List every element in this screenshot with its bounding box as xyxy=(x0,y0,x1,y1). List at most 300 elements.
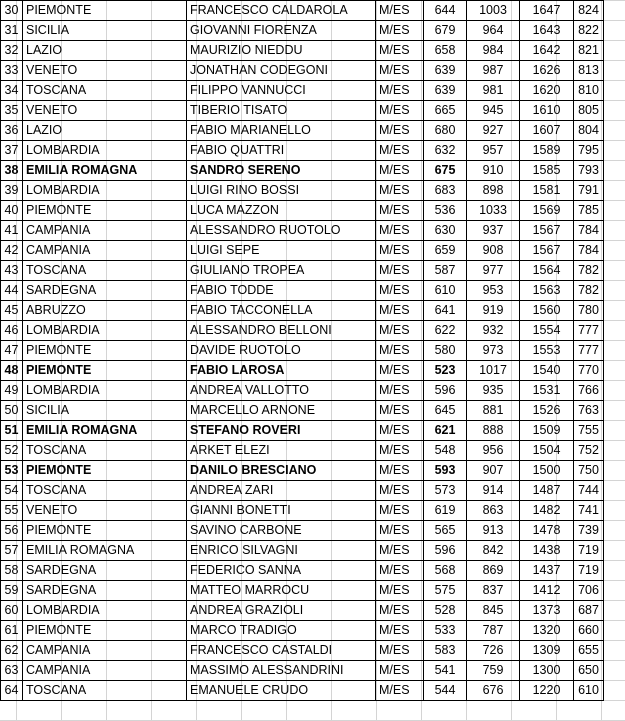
region-cell[interactable]: CAMPANIA xyxy=(23,661,187,681)
athlete-name-cell[interactable]: GIULIANO TROPEA xyxy=(187,261,376,281)
rank-cell[interactable]: 51 xyxy=(1,421,23,441)
rank-cell[interactable]: 32 xyxy=(1,41,23,61)
region-cell[interactable]: PIEMONTE xyxy=(23,461,187,481)
score-2-cell[interactable]: 676 xyxy=(467,681,520,701)
average-cell[interactable]: 782 xyxy=(574,261,604,281)
table-row xyxy=(1,641,604,661)
athlete-name-cell[interactable]: GIANNI BONETTI xyxy=(187,501,376,521)
category-cell[interactable]: M/ES xyxy=(376,381,424,401)
score-2-cell[interactable]: 953 xyxy=(467,281,520,301)
total-cell[interactable]: 1560 xyxy=(520,301,574,321)
region-cell[interactable]: PIEMONTE xyxy=(23,521,187,541)
score-2-cell[interactable]: 837 xyxy=(467,581,520,601)
athlete-name-cell[interactable]: JONATHAN CODEGONI xyxy=(187,61,376,81)
region-cell[interactable]: LAZIO xyxy=(23,121,187,141)
average-cell[interactable]: 655 xyxy=(574,641,604,661)
athlete-name-cell[interactable]: ANDREA ZARI xyxy=(187,481,376,501)
score-1-cell[interactable]: 541 xyxy=(424,661,467,681)
score-2-cell[interactable]: 898 xyxy=(467,181,520,201)
average-cell[interactable]: 719 xyxy=(574,541,604,561)
rank-cell[interactable]: 64 xyxy=(1,681,23,701)
rank-cell[interactable]: 62 xyxy=(1,641,23,661)
total-cell[interactable]: 1620 xyxy=(520,81,574,101)
category-cell[interactable]: M/ES xyxy=(376,81,424,101)
region-cell[interactable]: LOMBARDIA xyxy=(23,141,187,161)
score-1-cell[interactable]: 622 xyxy=(424,321,467,341)
average-cell[interactable]: 770 xyxy=(574,361,604,381)
athlete-name-cell[interactable]: EMANUELE CRUDO xyxy=(187,681,376,701)
table-row xyxy=(1,141,604,161)
score-2-cell[interactable]: 869 xyxy=(467,561,520,581)
score-2-cell[interactable]: 927 xyxy=(467,121,520,141)
average-cell[interactable]: 805 xyxy=(574,101,604,121)
rank-cell[interactable]: 33 xyxy=(1,61,23,81)
rank-cell[interactable]: 40 xyxy=(1,201,23,221)
region-cell[interactable]: SICILIA xyxy=(23,21,187,41)
category-cell[interactable]: M/ES xyxy=(376,541,424,561)
score-1-cell[interactable]: 632 xyxy=(424,141,467,161)
table-row xyxy=(1,61,604,81)
category-cell[interactable]: M/ES xyxy=(376,61,424,81)
score-2-cell[interactable]: 973 xyxy=(467,341,520,361)
athlete-name-cell[interactable]: MATTEO MARROCU xyxy=(187,581,376,601)
athlete-name-cell[interactable]: ANDREA GRAZIOLI xyxy=(187,601,376,621)
region-cell[interactable]: PIEMONTE xyxy=(23,1,187,21)
total-cell[interactable]: 1487 xyxy=(520,481,574,501)
average-cell[interactable]: 744 xyxy=(574,481,604,501)
region-cell[interactable]: SICILIA xyxy=(23,401,187,421)
score-1-cell[interactable]: 548 xyxy=(424,441,467,461)
score-2-cell[interactable]: 845 xyxy=(467,601,520,621)
score-2-cell[interactable]: 910 xyxy=(467,161,520,181)
score-1-cell[interactable]: 645 xyxy=(424,401,467,421)
score-1-cell[interactable]: 573 xyxy=(424,481,467,501)
score-2-cell[interactable]: 981 xyxy=(467,81,520,101)
score-1-cell[interactable]: 536 xyxy=(424,201,467,221)
average-cell[interactable]: 777 xyxy=(574,341,604,361)
rank-cell[interactable]: 61 xyxy=(1,621,23,641)
score-1-cell[interactable]: 596 xyxy=(424,541,467,561)
total-cell[interactable]: 1531 xyxy=(520,381,574,401)
rank-cell[interactable]: 38 xyxy=(1,161,23,181)
region-cell[interactable]: LOMBARDIA xyxy=(23,181,187,201)
region-cell[interactable]: EMILIA ROMAGNA xyxy=(23,541,187,561)
score-2-cell[interactable]: 984 xyxy=(467,41,520,61)
average-cell[interactable]: 780 xyxy=(574,301,604,321)
total-cell[interactable]: 1220 xyxy=(520,681,574,701)
average-cell[interactable]: 706 xyxy=(574,581,604,601)
category-cell[interactable]: M/ES xyxy=(376,1,424,21)
average-cell[interactable]: 610 xyxy=(574,681,604,701)
region-cell[interactable]: TOSCANA xyxy=(23,481,187,501)
score-1-cell[interactable]: 630 xyxy=(424,221,467,241)
rank-cell[interactable]: 35 xyxy=(1,101,23,121)
average-cell[interactable]: 782 xyxy=(574,281,604,301)
category-cell[interactable]: M/ES xyxy=(376,181,424,201)
total-cell[interactable]: 1563 xyxy=(520,281,574,301)
score-1-cell[interactable]: 675 xyxy=(424,161,467,181)
score-2-cell[interactable]: 957 xyxy=(467,141,520,161)
average-cell[interactable]: 777 xyxy=(574,321,604,341)
region-cell[interactable]: LOMBARDIA xyxy=(23,381,187,401)
region-cell[interactable]: VENETO xyxy=(23,61,187,81)
category-cell[interactable]: M/ES xyxy=(376,141,424,161)
score-1-cell[interactable]: 610 xyxy=(424,281,467,301)
athlete-name-cell[interactable]: TIBERIO TISATO xyxy=(187,101,376,121)
region-cell[interactable]: ABRUZZO xyxy=(23,301,187,321)
score-1-cell[interactable]: 665 xyxy=(424,101,467,121)
athlete-name-cell[interactable]: ARKET ELEZI xyxy=(187,441,376,461)
region-cell[interactable]: CAMPANIA xyxy=(23,241,187,261)
category-cell[interactable]: M/ES xyxy=(376,101,424,121)
score-1-cell[interactable]: 587 xyxy=(424,261,467,281)
total-cell[interactable]: 1500 xyxy=(520,461,574,481)
category-cell[interactable]: M/ES xyxy=(376,501,424,521)
score-2-cell[interactable]: 1033 xyxy=(467,201,520,221)
category-cell[interactable]: M/ES xyxy=(376,681,424,701)
table-row xyxy=(1,361,604,381)
rank-cell[interactable]: 50 xyxy=(1,401,23,421)
score-2-cell[interactable]: 913 xyxy=(467,521,520,541)
rank-cell[interactable]: 57 xyxy=(1,541,23,561)
total-cell[interactable]: 1643 xyxy=(520,21,574,41)
athlete-name-cell[interactable]: DANILO BRESCIANO xyxy=(187,461,376,481)
average-cell[interactable]: 784 xyxy=(574,221,604,241)
score-1-cell[interactable]: 575 xyxy=(424,581,467,601)
rank-cell[interactable]: 45 xyxy=(1,301,23,321)
category-cell[interactable]: M/ES xyxy=(376,21,424,41)
score-1-cell[interactable]: 533 xyxy=(424,621,467,641)
region-cell[interactable]: SARDEGNA xyxy=(23,561,187,581)
total-cell[interactable]: 1438 xyxy=(520,541,574,561)
category-cell[interactable]: M/ES xyxy=(376,461,424,481)
rank-cell[interactable]: 47 xyxy=(1,341,23,361)
average-cell[interactable]: 660 xyxy=(574,621,604,641)
category-cell[interactable]: M/ES xyxy=(376,561,424,581)
athlete-name-cell[interactable]: FABIO QUATTRI xyxy=(187,141,376,161)
table-row xyxy=(1,1,604,21)
region-cell[interactable]: SARDEGNA xyxy=(23,281,187,301)
total-cell[interactable]: 1437 xyxy=(520,561,574,581)
rank-cell[interactable]: 53 xyxy=(1,461,23,481)
rank-cell[interactable]: 34 xyxy=(1,81,23,101)
average-cell[interactable]: 763 xyxy=(574,401,604,421)
region-cell[interactable]: SARDEGNA xyxy=(23,581,187,601)
average-cell[interactable]: 784 xyxy=(574,241,604,261)
region-cell[interactable]: CAMPANIA xyxy=(23,221,187,241)
total-cell[interactable]: 1540 xyxy=(520,361,574,381)
average-cell[interactable]: 813 xyxy=(574,61,604,81)
table-row xyxy=(1,661,604,681)
rank-cell[interactable]: 42 xyxy=(1,241,23,261)
total-cell[interactable]: 1581 xyxy=(520,181,574,201)
average-cell[interactable]: 719 xyxy=(574,561,604,581)
average-cell[interactable]: 821 xyxy=(574,41,604,61)
rank-cell[interactable]: 31 xyxy=(1,21,23,41)
athlete-name-cell[interactable]: SANDRO SERENO xyxy=(187,161,376,181)
average-cell[interactable]: 785 xyxy=(574,201,604,221)
category-cell[interactable]: M/ES xyxy=(376,321,424,341)
category-cell[interactable]: M/ES xyxy=(376,261,424,281)
total-cell[interactable]: 1569 xyxy=(520,201,574,221)
table-row xyxy=(1,581,604,601)
total-cell[interactable]: 1412 xyxy=(520,581,574,601)
score-1-cell[interactable]: 596 xyxy=(424,381,467,401)
category-cell[interactable]: M/ES xyxy=(376,41,424,61)
score-1-cell[interactable]: 641 xyxy=(424,301,467,321)
rank-cell[interactable]: 49 xyxy=(1,381,23,401)
table-row xyxy=(1,161,604,181)
rank-cell[interactable]: 60 xyxy=(1,601,23,621)
rank-cell[interactable]: 63 xyxy=(1,661,23,681)
athlete-name-cell[interactable]: ENRICO SILVAGNI xyxy=(187,541,376,561)
category-cell[interactable]: M/ES xyxy=(376,441,424,461)
category-cell[interactable]: M/ES xyxy=(376,521,424,541)
table-row xyxy=(1,601,604,621)
rank-cell[interactable]: 54 xyxy=(1,481,23,501)
category-cell[interactable]: M/ES xyxy=(376,601,424,621)
score-1-cell[interactable]: 565 xyxy=(424,521,467,541)
score-1-cell[interactable]: 580 xyxy=(424,341,467,361)
total-cell[interactable]: 1482 xyxy=(520,501,574,521)
region-cell[interactable]: TOSCANA xyxy=(23,261,187,281)
rank-cell[interactable]: 48 xyxy=(1,361,23,381)
rank-cell[interactable]: 46 xyxy=(1,321,23,341)
score-1-cell[interactable]: 568 xyxy=(424,561,467,581)
score-2-cell[interactable]: 759 xyxy=(467,661,520,681)
table-row xyxy=(1,101,604,121)
score-2-cell[interactable]: 888 xyxy=(467,421,520,441)
rank-cell[interactable]: 52 xyxy=(1,441,23,461)
athlete-name-cell[interactable]: SAVINO CARBONE xyxy=(187,521,376,541)
category-cell[interactable]: M/ES xyxy=(376,121,424,141)
rank-cell[interactable]: 37 xyxy=(1,141,23,161)
total-cell[interactable]: 1509 xyxy=(520,421,574,441)
score-2-cell[interactable]: 919 xyxy=(467,301,520,321)
total-cell[interactable]: 1300 xyxy=(520,661,574,681)
total-cell[interactable]: 1564 xyxy=(520,261,574,281)
total-cell[interactable]: 1607 xyxy=(520,121,574,141)
score-1-cell[interactable]: 644 xyxy=(424,1,467,21)
category-cell[interactable]: M/ES xyxy=(376,241,424,261)
rank-cell[interactable]: 59 xyxy=(1,581,23,601)
total-cell[interactable]: 1478 xyxy=(520,521,574,541)
average-cell[interactable]: 804 xyxy=(574,121,604,141)
average-cell[interactable]: 822 xyxy=(574,21,604,41)
score-1-cell[interactable]: 544 xyxy=(424,681,467,701)
category-cell[interactable]: M/ES xyxy=(376,661,424,681)
athlete-name-cell[interactable]: FEDERICO SANNA xyxy=(187,561,376,581)
score-2-cell[interactable]: 726 xyxy=(467,641,520,661)
score-1-cell[interactable]: 679 xyxy=(424,21,467,41)
rank-cell[interactable]: 55 xyxy=(1,501,23,521)
score-1-cell[interactable]: 659 xyxy=(424,241,467,261)
region-cell[interactable]: LOMBARDIA xyxy=(23,321,187,341)
table-row xyxy=(1,501,604,521)
athlete-name-cell[interactable]: MAURIZIO NIEDDU xyxy=(187,41,376,61)
score-2-cell[interactable]: 1003 xyxy=(467,1,520,21)
average-cell[interactable]: 791 xyxy=(574,181,604,201)
rank-cell[interactable]: 36 xyxy=(1,121,23,141)
region-cell[interactable]: TOSCANA xyxy=(23,441,187,461)
score-2-cell[interactable]: 945 xyxy=(467,101,520,121)
average-cell[interactable]: 766 xyxy=(574,381,604,401)
average-cell[interactable]: 795 xyxy=(574,141,604,161)
category-cell[interactable]: M/ES xyxy=(376,581,424,601)
table-row xyxy=(1,461,604,481)
athlete-name-cell[interactable]: FABIO TACCONELLA xyxy=(187,301,376,321)
total-cell[interactable]: 1589 xyxy=(520,141,574,161)
category-cell[interactable]: M/ES xyxy=(376,481,424,501)
score-1-cell[interactable]: 619 xyxy=(424,501,467,521)
category-cell[interactable]: M/ES xyxy=(376,161,424,181)
average-cell[interactable]: 750 xyxy=(574,461,604,481)
score-2-cell[interactable]: 914 xyxy=(467,481,520,501)
table-row xyxy=(1,561,604,581)
category-cell[interactable]: M/ES xyxy=(376,641,424,661)
average-cell[interactable]: 793 xyxy=(574,161,604,181)
category-cell[interactable]: M/ES xyxy=(376,201,424,221)
total-cell[interactable]: 1526 xyxy=(520,401,574,421)
total-cell[interactable]: 1373 xyxy=(520,601,574,621)
rank-cell[interactable]: 30 xyxy=(1,1,23,21)
score-2-cell[interactable]: 987 xyxy=(467,61,520,81)
athlete-name-cell[interactable]: ALESSANDRO RUOTOLO xyxy=(187,221,376,241)
region-cell[interactable]: TOSCANA xyxy=(23,681,187,701)
athlete-name-cell[interactable]: FABIO MARIANELLO xyxy=(187,121,376,141)
athlete-name-cell[interactable]: STEFANO ROVERI xyxy=(187,421,376,441)
athlete-name-cell[interactable]: MARCELLO ARNONE xyxy=(187,401,376,421)
table-row xyxy=(1,481,604,501)
region-cell[interactable]: LOMBARDIA xyxy=(23,601,187,621)
rank-cell[interactable]: 56 xyxy=(1,521,23,541)
athlete-name-cell[interactable]: LUCA MAZZON xyxy=(187,201,376,221)
athlete-name-cell[interactable]: FABIO LAROSA xyxy=(187,361,376,381)
total-cell[interactable]: 1585 xyxy=(520,161,574,181)
total-cell[interactable]: 1504 xyxy=(520,441,574,461)
score-2-cell[interactable]: 842 xyxy=(467,541,520,561)
region-cell[interactable]: TOSCANA xyxy=(23,81,187,101)
region-cell[interactable]: PIEMONTE xyxy=(23,201,187,221)
score-2-cell[interactable]: 932 xyxy=(467,321,520,341)
score-1-cell[interactable]: 639 xyxy=(424,81,467,101)
table-row xyxy=(1,241,604,261)
total-cell[interactable]: 1320 xyxy=(520,621,574,641)
region-cell[interactable]: EMILIA ROMAGNA xyxy=(23,161,187,181)
average-cell[interactable]: 741 xyxy=(574,501,604,521)
table-row xyxy=(1,441,604,461)
total-cell[interactable]: 1553 xyxy=(520,341,574,361)
total-cell[interactable]: 1567 xyxy=(520,221,574,241)
athlete-name-cell[interactable]: MARCO TRADIGO xyxy=(187,621,376,641)
average-cell[interactable]: 752 xyxy=(574,441,604,461)
rank-cell[interactable]: 41 xyxy=(1,221,23,241)
athlete-name-cell[interactable]: LUIGI SEPE xyxy=(187,241,376,261)
table-row xyxy=(1,221,604,241)
category-cell[interactable]: M/ES xyxy=(376,301,424,321)
rank-cell[interactable]: 39 xyxy=(1,181,23,201)
score-1-cell[interactable]: 680 xyxy=(424,121,467,141)
score-2-cell[interactable]: 937 xyxy=(467,221,520,241)
score-1-cell[interactable]: 593 xyxy=(424,461,467,481)
region-cell[interactable]: CAMPANIA xyxy=(23,641,187,661)
total-cell[interactable]: 1626 xyxy=(520,61,574,81)
score-2-cell[interactable]: 908 xyxy=(467,241,520,261)
region-cell[interactable]: VENETO xyxy=(23,501,187,521)
athlete-name-cell[interactable]: MASSIMO ALESSANDRINI xyxy=(187,661,376,681)
category-cell[interactable]: M/ES xyxy=(376,621,424,641)
region-cell[interactable]: LAZIO xyxy=(23,41,187,61)
athlete-name-cell[interactable]: ANDREA VALLOTTO xyxy=(187,381,376,401)
athlete-name-cell[interactable]: FILIPPO VANNUCCI xyxy=(187,81,376,101)
score-2-cell[interactable]: 787 xyxy=(467,621,520,641)
region-cell[interactable]: PIEMONTE xyxy=(23,361,187,381)
table-row xyxy=(1,281,604,301)
score-1-cell[interactable]: 639 xyxy=(424,61,467,81)
score-2-cell[interactable]: 881 xyxy=(467,401,520,421)
region-cell[interactable]: VENETO xyxy=(23,101,187,121)
score-1-cell[interactable]: 528 xyxy=(424,601,467,621)
total-cell[interactable]: 1309 xyxy=(520,641,574,661)
score-1-cell[interactable]: 683 xyxy=(424,181,467,201)
table-row xyxy=(1,381,604,401)
table-row xyxy=(1,421,604,441)
athlete-name-cell[interactable]: ALESSANDRO BELLONI xyxy=(187,321,376,341)
score-2-cell[interactable]: 964 xyxy=(467,21,520,41)
total-cell[interactable]: 1610 xyxy=(520,101,574,121)
athlete-name-cell[interactable]: GIOVANNI FIORENZA xyxy=(187,21,376,41)
score-2-cell[interactable]: 1017 xyxy=(467,361,520,381)
athlete-name-cell[interactable]: LUIGI RINO BOSSI xyxy=(187,181,376,201)
athlete-name-cell[interactable]: FABIO TODDE xyxy=(187,281,376,301)
average-cell[interactable]: 755 xyxy=(574,421,604,441)
total-cell[interactable]: 1642 xyxy=(520,41,574,61)
category-cell[interactable]: M/ES xyxy=(376,401,424,421)
region-cell[interactable]: EMILIA ROMAGNA xyxy=(23,421,187,441)
athlete-name-cell[interactable]: FRANCESCO CASTALDI xyxy=(187,641,376,661)
category-cell[interactable]: M/ES xyxy=(376,341,424,361)
category-cell[interactable]: M/ES xyxy=(376,421,424,441)
score-2-cell[interactable]: 907 xyxy=(467,461,520,481)
average-cell[interactable]: 650 xyxy=(574,661,604,681)
score-2-cell[interactable]: 977 xyxy=(467,261,520,281)
region-cell[interactable]: PIEMONTE xyxy=(23,341,187,361)
category-cell[interactable]: M/ES xyxy=(376,361,424,381)
score-1-cell[interactable]: 523 xyxy=(424,361,467,381)
score-1-cell[interactable]: 621 xyxy=(424,421,467,441)
rank-cell[interactable]: 58 xyxy=(1,561,23,581)
average-cell[interactable]: 687 xyxy=(574,601,604,621)
total-cell[interactable]: 1554 xyxy=(520,321,574,341)
score-2-cell[interactable]: 935 xyxy=(467,381,520,401)
total-cell[interactable]: 1647 xyxy=(520,1,574,21)
category-cell[interactable]: M/ES xyxy=(376,221,424,241)
score-1-cell[interactable]: 658 xyxy=(424,41,467,61)
score-2-cell[interactable]: 956 xyxy=(467,441,520,461)
athlete-name-cell[interactable]: FRANCESCO CALDAROLA xyxy=(187,1,376,21)
region-cell[interactable]: PIEMONTE xyxy=(23,621,187,641)
rank-cell[interactable]: 44 xyxy=(1,281,23,301)
score-2-cell[interactable]: 863 xyxy=(467,501,520,521)
average-cell[interactable]: 739 xyxy=(574,521,604,541)
average-cell[interactable]: 810 xyxy=(574,81,604,101)
athlete-name-cell[interactable]: DAVIDE RUOTOLO xyxy=(187,341,376,361)
category-cell[interactable]: M/ES xyxy=(376,281,424,301)
score-1-cell[interactable]: 583 xyxy=(424,641,467,661)
average-cell[interactable]: 824 xyxy=(574,1,604,21)
rank-cell[interactable]: 43 xyxy=(1,261,23,281)
total-cell[interactable]: 1567 xyxy=(520,241,574,261)
